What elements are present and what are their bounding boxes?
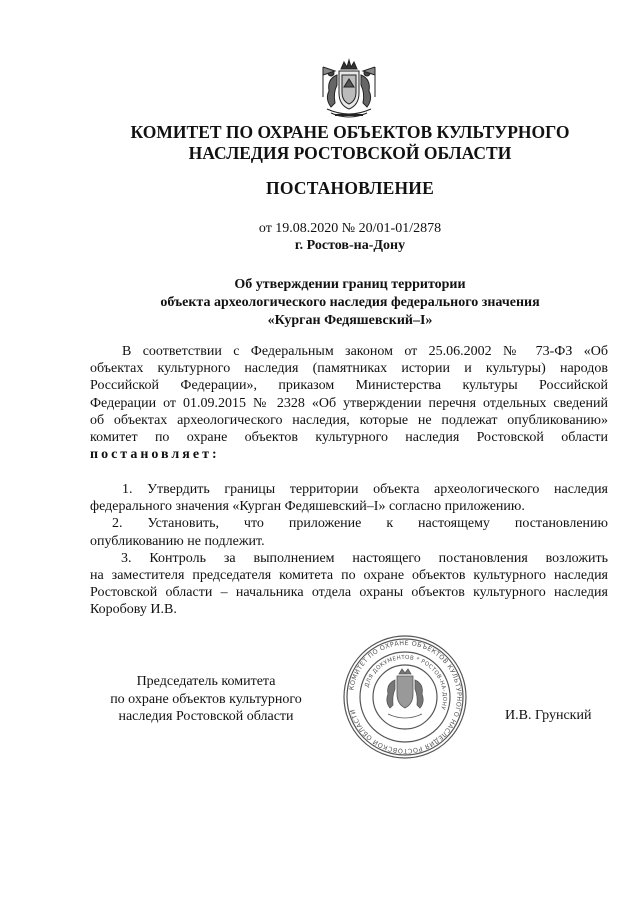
item-2-line: 2. Установить, что приложение к настоящему постановлению — [112, 516, 608, 532]
preamble-line: Российской Федерации», приказом Министерства культуры Российской — [90, 378, 608, 394]
preamble-line: В соответствии с Федеральным законом от 25.06.2002 № 73-ФЗ «Об — [122, 344, 608, 359]
resolves-word: постановляет: — [90, 447, 220, 463]
preamble-line: об объектах археологического наследия, которые не подлежат опубликованию» — [90, 412, 608, 428]
preamble-paragraph — [90, 343, 608, 463]
document-date: от 19.08.2020 № 20/01-01/2878 — [258, 221, 442, 236]
document-type: ПОСТАНОВЛЕНИЕ — [266, 178, 434, 198]
seal-inner-text: ДЛЯ ДОКУМЕНТОВ * РОСТОВ-НА-ДОНУ — [364, 654, 448, 711]
item-3-line: Коробову И.В. — [90, 602, 177, 618]
official-seal — [342, 634, 468, 760]
organization-title-line2: НАСЛЕДИЯ РОСТОВСКОЙ ОБЛАСТИ — [188, 143, 512, 163]
resolution-items — [90, 481, 608, 619]
subject-line1: Об утверждении границ территории — [234, 277, 466, 292]
preamble-line: объектах культурного наследия (памятниках истории и культуры) народов — [90, 361, 608, 377]
signer-name: И.В. Грунский — [505, 708, 592, 723]
document-subject — [60, 276, 640, 330]
seal-outer-text: КОМИТЕТ ПО ОХРАНЕ ОБЪЕКТОВ КУЛЬТУРНОГО НАСЛЕДИЯ РОСТОВСКОЙ ОБЛАСТИ — [347, 638, 464, 756]
item-3-line: 3. Контроль за выполнением настоящего постановления возложить — [121, 550, 608, 566]
item-1-line: федерального значения «Курган Федяшевский–I» согласно приложению. — [90, 499, 525, 515]
preamble-line: Федерации от 01.09.2015 № 2328 «Об утверждении перечня отдельных сведений — [90, 395, 608, 411]
subject-line3: «Курган Федяшевский–I» — [267, 313, 433, 328]
item-3-line: Ростовской области – начальника отдела охраны объектов культурного наследия — [90, 585, 608, 601]
item-1-line: 1. Утвердить границы территории объекта археологического наследия — [122, 482, 608, 497]
preamble-line: комитет по охране объектов культурного наследия Ростовской области — [90, 430, 608, 446]
signature-line1: Председатель комитета — [136, 674, 276, 689]
subject-line2: объекта археологического наследия федерального значения — [160, 295, 540, 310]
document-city: г. Ростов-на-Дону — [294, 238, 406, 253]
signature-position — [86, 673, 326, 726]
organization-title — [60, 122, 640, 164]
signature-line2: по охране объектов культурного — [110, 691, 302, 707]
signature-line3: наследия Ростовской области — [118, 709, 294, 724]
item-3-line: на заместителя председателя комитета по охране объектов культурного наследия — [90, 568, 608, 584]
item-2-line: опубликованию не подлежит. — [90, 533, 265, 549]
coat-of-arms-emblem — [313, 57, 385, 123]
organization-title-line1: КОМИТЕТ ПО ОХРАНЕ ОБЪЕКТОВ КУЛЬТУРНОГО — [130, 122, 570, 142]
